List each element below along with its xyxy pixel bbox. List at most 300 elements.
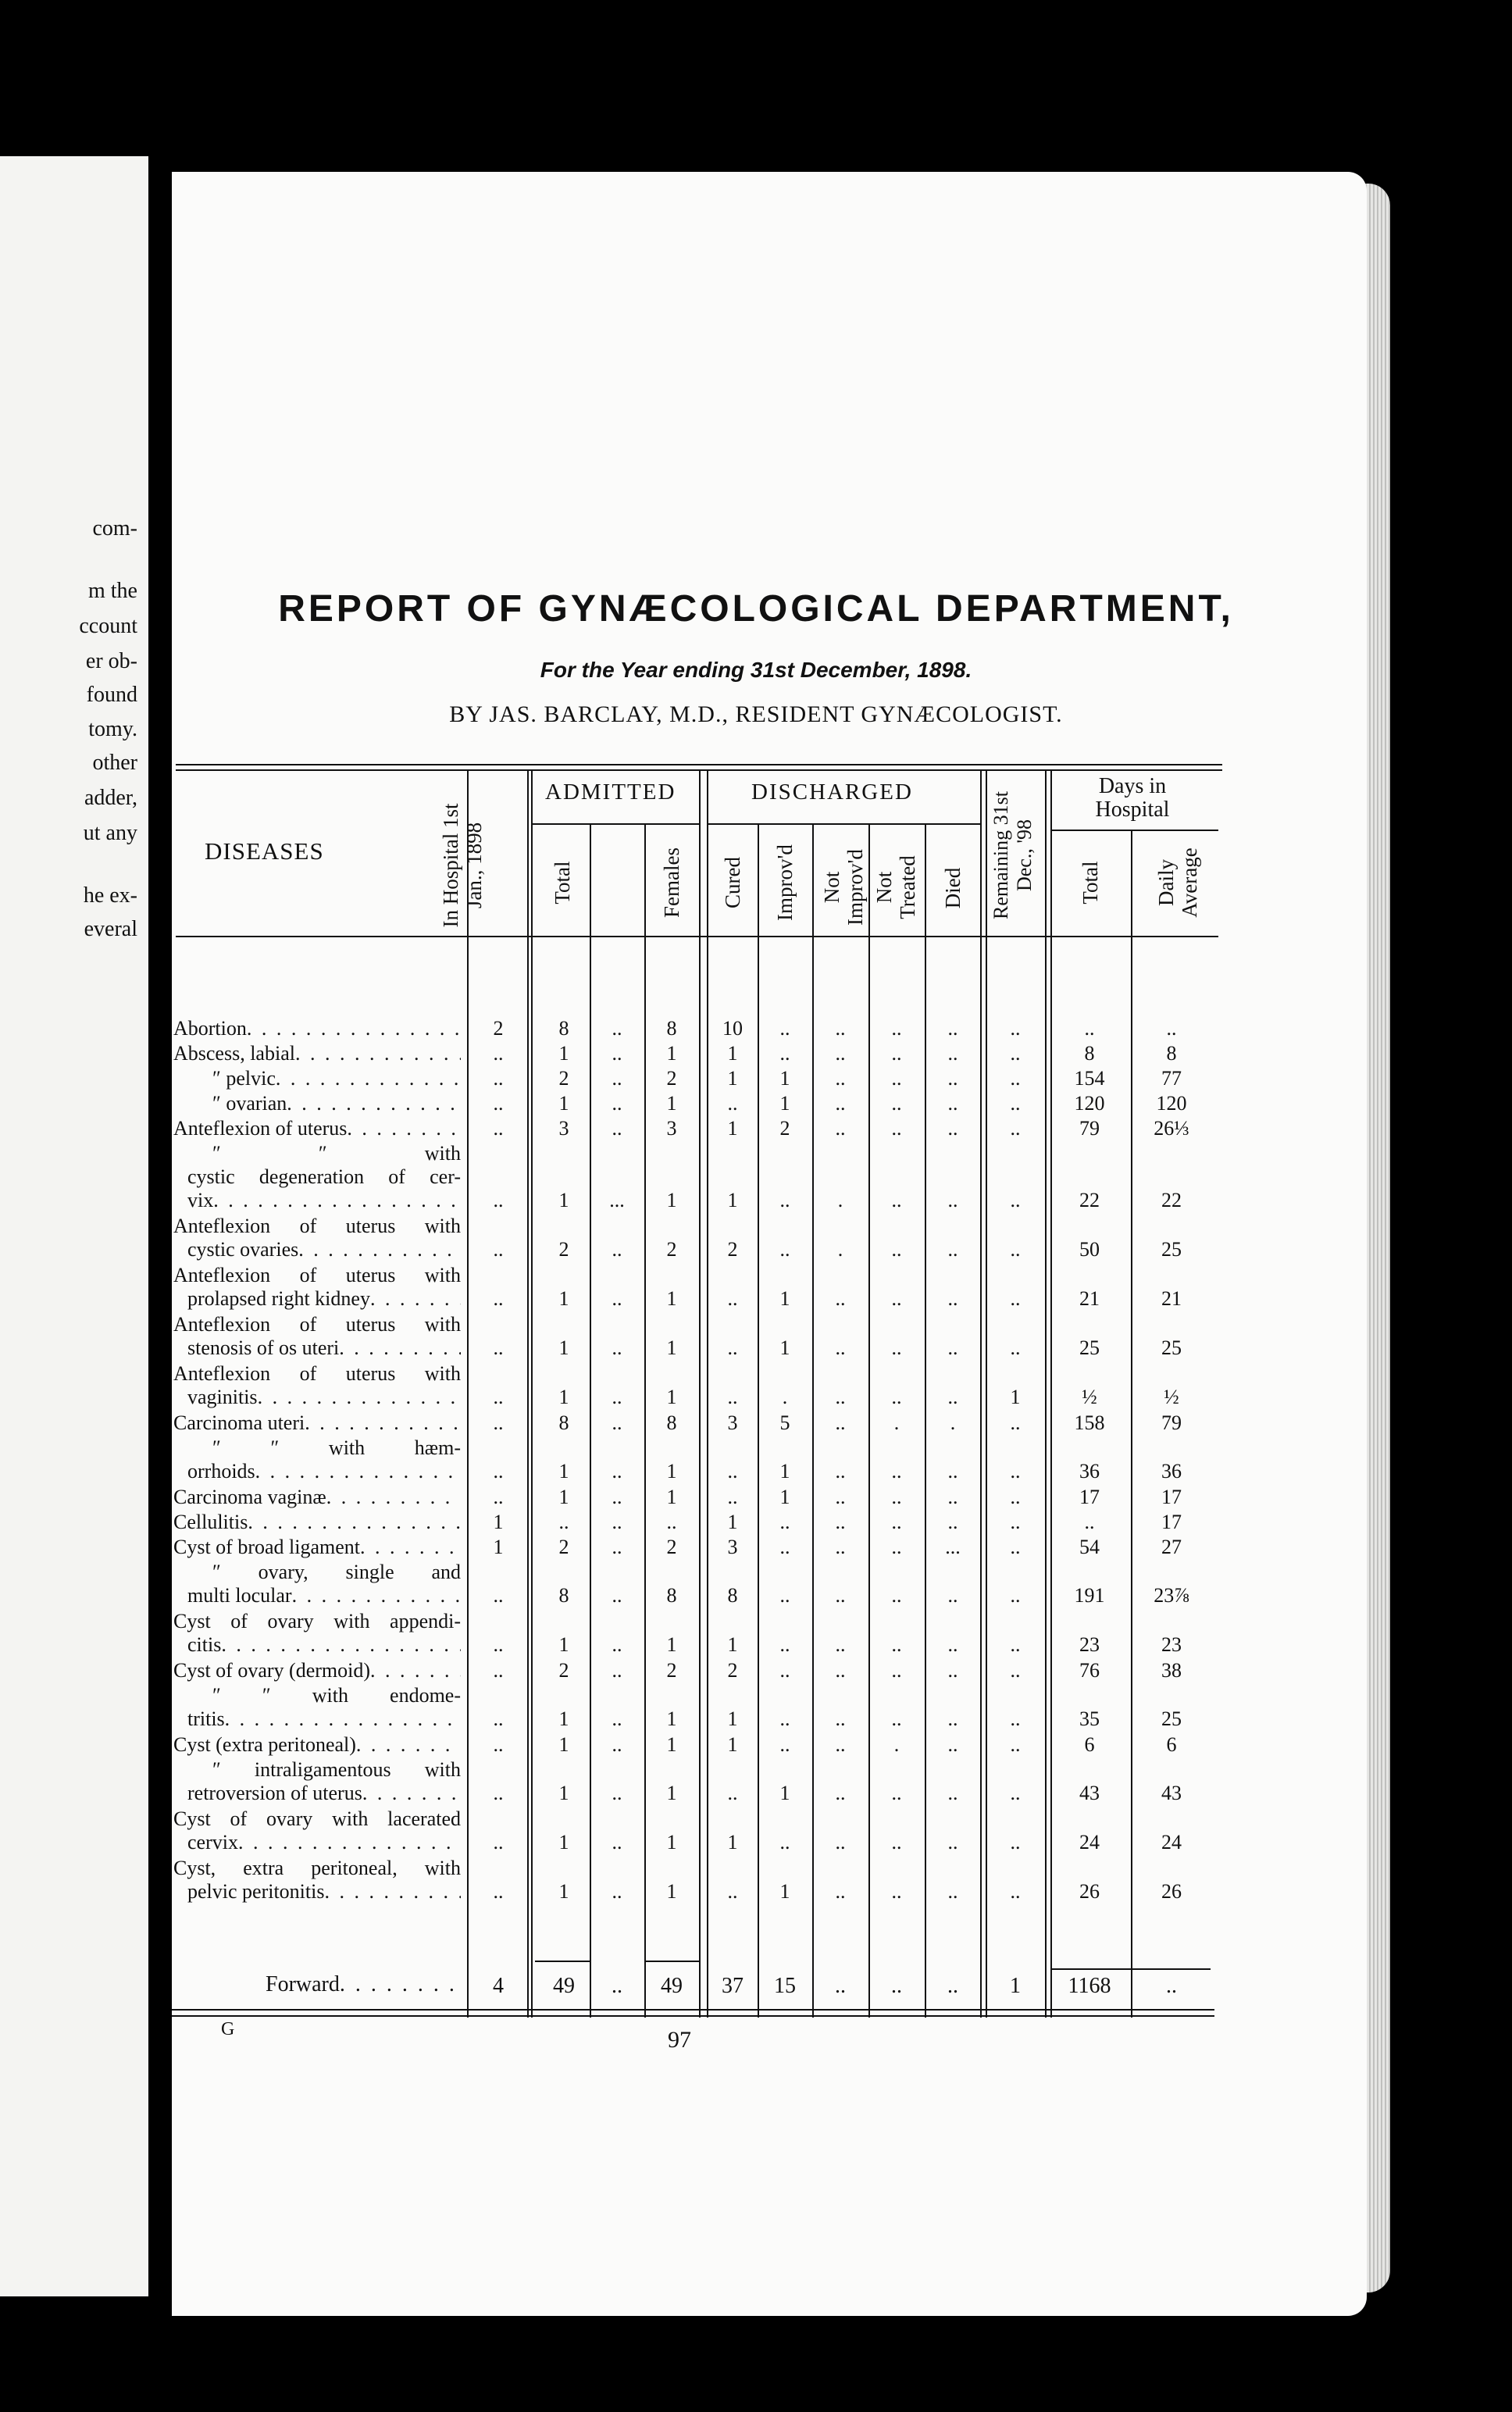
cell-days-total: 6 bbox=[1084, 1733, 1095, 1756]
cell-remaining: .. bbox=[1010, 1287, 1021, 1310]
cell-improved: .. bbox=[779, 1238, 790, 1261]
cell-in-hosp: .. bbox=[493, 1042, 504, 1065]
cell-died: .. bbox=[947, 1238, 958, 1261]
cell-not-improved: .. bbox=[835, 1707, 846, 1730]
cell-died: .. bbox=[947, 1117, 958, 1140]
row-label: Cyst of ovary with appendi- citis . . . bbox=[173, 1610, 461, 1657]
cell-cured: 1 bbox=[727, 1067, 738, 1090]
cell-females: 8 bbox=[666, 1411, 677, 1434]
cell-days-total: 17 bbox=[1079, 1486, 1100, 1508]
not-treated-header: Not Treated bbox=[872, 855, 919, 919]
row-label: ″ ″ with cystic degeneration of cer- vix . . . bbox=[173, 1142, 461, 1212]
cell-died: .. bbox=[947, 1386, 958, 1408]
forward-total: 49 bbox=[553, 1974, 575, 1998]
cell-total: 1 bbox=[558, 1042, 569, 1065]
cell-remaining: .. bbox=[1010, 1460, 1021, 1483]
cell-blank: .. bbox=[612, 1017, 622, 1040]
report-title: REPORT OF GYNÆCOLOGICAL DEPARTMENT, bbox=[278, 588, 1234, 630]
cell-remaining: .. bbox=[1010, 1017, 1021, 1040]
col-rule bbox=[531, 769, 533, 2018]
cell-remaining: .. bbox=[1010, 1238, 1021, 1261]
cell-not-improved: .. bbox=[835, 1486, 846, 1508]
forward-blank: .. bbox=[612, 1974, 622, 1998]
cell-not-treated: .. bbox=[891, 1633, 902, 1656]
report-subtitle: For the Year ending 31st December, 1898. bbox=[540, 658, 972, 682]
cell-total: 8 bbox=[558, 1017, 569, 1040]
cell-daily-avg: 77 bbox=[1161, 1067, 1182, 1090]
row-label: Anteflexion of uterus . . . bbox=[173, 1117, 461, 1140]
cell-in-hosp: .. bbox=[493, 1411, 504, 1434]
cell-cured: 8 bbox=[727, 1584, 738, 1607]
row-label: Anteflexion of uterus with vaginitis . . . bbox=[173, 1362, 461, 1409]
col-rule bbox=[467, 769, 469, 2018]
cell-total: 1 bbox=[558, 1336, 569, 1359]
in-hospital-header: In Hospital 1st Jan., 1898 bbox=[439, 803, 486, 928]
row-label: Cyst of ovary (dermoid) . . . bbox=[173, 1659, 461, 1682]
cell-daily-avg: 26⅓ bbox=[1154, 1117, 1189, 1140]
cell-died: ... bbox=[945, 1536, 961, 1558]
forward-improved: 15 bbox=[774, 1974, 796, 1998]
cell-remaining: .. bbox=[1010, 1067, 1021, 1090]
page-number: 97 bbox=[668, 2027, 691, 2053]
cell-females: 2 bbox=[666, 1067, 677, 1090]
cell-total: 1 bbox=[558, 1189, 569, 1211]
cell-daily-avg: 26 bbox=[1161, 1880, 1182, 1903]
col-rule bbox=[699, 769, 701, 2018]
cell-remaining: .. bbox=[1010, 1733, 1021, 1756]
cell-females: 2 bbox=[666, 1238, 677, 1261]
cell-died: . bbox=[950, 1411, 956, 1434]
cell-days-total: 79 bbox=[1079, 1117, 1100, 1140]
cell-females: 3 bbox=[666, 1117, 677, 1140]
cell-cured: 2 bbox=[727, 1659, 738, 1682]
cell-total: 2 bbox=[558, 1659, 569, 1682]
cell-died: .. bbox=[947, 1633, 958, 1656]
cell-not-treated: .. bbox=[891, 1386, 902, 1408]
cell-blank: .. bbox=[612, 1411, 622, 1434]
cell-females: 1 bbox=[666, 1386, 677, 1408]
cell-not-improved: .. bbox=[835, 1880, 846, 1903]
cell-not-improved: .. bbox=[835, 1386, 846, 1408]
cell-total: 1 bbox=[558, 1287, 569, 1310]
cell-improved: 1 bbox=[779, 1067, 790, 1090]
cell-improved: .. bbox=[779, 1536, 790, 1558]
row-label: ″ ″ with hæm- orrhoids . . . bbox=[173, 1436, 461, 1483]
col-rule bbox=[1050, 769, 1052, 2018]
cell-not-improved: .. bbox=[835, 1042, 846, 1065]
forward-not-improved: .. bbox=[835, 1974, 846, 1998]
row-label: Anteflexion of uterus with cystic ovaries . . . bbox=[173, 1215, 461, 1261]
cell-improved: .. bbox=[779, 1042, 790, 1065]
row-label: Carcinoma vaginæ . . . bbox=[173, 1486, 461, 1509]
cell-females: 8 bbox=[666, 1584, 677, 1607]
cell-not-treated: .. bbox=[891, 1536, 902, 1558]
cell-not-treated: .. bbox=[891, 1067, 902, 1090]
cell-total: 1 bbox=[558, 1460, 569, 1483]
col-rule bbox=[986, 769, 987, 2018]
cell-improved: .. bbox=[779, 1659, 790, 1682]
cell-cured: 1 bbox=[727, 1733, 738, 1756]
cell-females: 2 bbox=[666, 1659, 677, 1682]
cell-not-treated: . bbox=[893, 1411, 900, 1434]
cell-days-total: 43 bbox=[1079, 1782, 1100, 1804]
cell-blank: .. bbox=[612, 1238, 622, 1261]
cell-total: 1 bbox=[558, 1092, 569, 1115]
cell-females: 1 bbox=[666, 1092, 677, 1115]
cell-not-treated: .. bbox=[891, 1511, 902, 1533]
cell-remaining: .. bbox=[1010, 1117, 1021, 1140]
cell-not-improved: .. bbox=[835, 1460, 846, 1483]
left-page-line: tomy. bbox=[88, 717, 137, 741]
cell-cured: 3 bbox=[727, 1536, 738, 1558]
cell-total: 8 bbox=[558, 1584, 569, 1607]
cell-blank: .. bbox=[612, 1336, 622, 1359]
cell-not-treated: .. bbox=[891, 1336, 902, 1359]
cell-blank: .. bbox=[612, 1633, 622, 1656]
cell-improved: .. bbox=[779, 1633, 790, 1656]
cell-not-improved: .. bbox=[835, 1017, 846, 1040]
left-page-line: er ob- bbox=[85, 649, 137, 673]
cell-not-improved: .. bbox=[835, 1117, 846, 1140]
book-spine bbox=[148, 148, 172, 2304]
cell-not-treated: .. bbox=[891, 1782, 902, 1804]
forward-label: Forward . . . bbox=[266, 1972, 461, 1997]
row-label: Cyst of broad ligament . . . bbox=[173, 1536, 461, 1559]
cell-in-hosp: .. bbox=[493, 1386, 504, 1408]
left-page bbox=[0, 156, 148, 2296]
cell-daily-avg: 25 bbox=[1161, 1707, 1182, 1730]
cell-remaining: .. bbox=[1010, 1336, 1021, 1359]
cell-remaining: .. bbox=[1010, 1486, 1021, 1508]
cell-total: 3 bbox=[558, 1117, 569, 1140]
cell-total: 1 bbox=[558, 1633, 569, 1656]
females-header: Females bbox=[660, 847, 683, 918]
cell-not-treated: .. bbox=[891, 1486, 902, 1508]
cell-not-treated: .. bbox=[891, 1287, 902, 1310]
cell-daily-avg: 79 bbox=[1161, 1411, 1182, 1434]
cell-not-improved: .. bbox=[835, 1782, 846, 1804]
cell-not-treated: .. bbox=[891, 1117, 902, 1140]
cell-improved: 1 bbox=[779, 1880, 790, 1903]
cell-not-improved: .. bbox=[835, 1831, 846, 1854]
cell-total: 2 bbox=[558, 1536, 569, 1558]
not-improved-header: Not Improv'd bbox=[820, 849, 867, 926]
cell-females: 1 bbox=[666, 1880, 677, 1903]
cell-died: .. bbox=[947, 1017, 958, 1040]
cell-days-total: 36 bbox=[1079, 1460, 1100, 1483]
left-page-line: other bbox=[92, 751, 137, 775]
forward-cured: 37 bbox=[722, 1974, 744, 1998]
cell-improved: .. bbox=[779, 1511, 790, 1533]
cell-days-total: 23 bbox=[1079, 1633, 1100, 1656]
days-underline bbox=[1050, 830, 1218, 831]
cell-days-total: 22 bbox=[1079, 1189, 1100, 1211]
cell-females: 1 bbox=[666, 1460, 677, 1483]
cell-cured: 1 bbox=[727, 1042, 738, 1065]
cell-days-total: ½ bbox=[1082, 1386, 1097, 1408]
cell-not-improved: .. bbox=[835, 1511, 846, 1533]
cell-daily-avg: ½ bbox=[1164, 1386, 1179, 1408]
cell-not-treated: . bbox=[893, 1733, 900, 1756]
cell-improved: 5 bbox=[779, 1411, 790, 1434]
cell-cured: 2 bbox=[727, 1238, 738, 1261]
cell-not-improved: .. bbox=[835, 1067, 846, 1090]
cell-days-total: 21 bbox=[1079, 1287, 1100, 1310]
cell-not-treated: .. bbox=[891, 1092, 902, 1115]
row-label: ″ ovary, single and multi locular . . . bbox=[173, 1561, 461, 1607]
cell-total: 2 bbox=[558, 1067, 569, 1090]
cell-not-improved: .. bbox=[835, 1659, 846, 1682]
cell-not-treated: .. bbox=[891, 1659, 902, 1682]
cell-remaining: .. bbox=[1010, 1584, 1021, 1607]
cell-improved: 1 bbox=[779, 1092, 790, 1115]
row-label: Abscess, labial . . . bbox=[173, 1042, 461, 1065]
cell-not-treated: .. bbox=[891, 1584, 902, 1607]
cell-daily-avg: 25 bbox=[1161, 1238, 1182, 1261]
cell-blank: .. bbox=[612, 1584, 622, 1607]
signature-mark: G bbox=[221, 2019, 235, 2039]
cell-days-total: 154 bbox=[1074, 1067, 1105, 1090]
left-page-line: m the bbox=[88, 579, 137, 603]
cell-total: 1 bbox=[558, 1831, 569, 1854]
row-label: ″ ″ with endome- tritis . . . bbox=[173, 1684, 461, 1731]
cell-females: 2 bbox=[666, 1536, 677, 1558]
cell-females: 1 bbox=[666, 1486, 677, 1508]
days-in-hospital-header: Days in Hospital bbox=[1095, 774, 1170, 822]
cell-blank: .. bbox=[612, 1880, 622, 1903]
cell-blank: .. bbox=[612, 1042, 622, 1065]
daily-average-header: Daily Average bbox=[1154, 847, 1201, 918]
col-rule bbox=[527, 769, 529, 2018]
cell-females: 1 bbox=[666, 1336, 677, 1359]
forward-days-total: 1168 bbox=[1068, 1974, 1111, 1998]
cell-daily-avg: 25 bbox=[1161, 1336, 1182, 1359]
cell-blank: .. bbox=[612, 1733, 622, 1756]
cell-days-total: 24 bbox=[1079, 1831, 1100, 1854]
cell-died: .. bbox=[947, 1460, 958, 1483]
admitted-total-header: Total bbox=[551, 861, 574, 904]
cell-females: 1 bbox=[666, 1707, 677, 1730]
cell-died: .. bbox=[947, 1042, 958, 1065]
cell-daily-avg: 17 bbox=[1161, 1486, 1182, 1508]
cell-days-total: 158 bbox=[1074, 1411, 1105, 1434]
cell-blank: .. bbox=[612, 1117, 622, 1140]
cell-cured: .. bbox=[727, 1386, 738, 1408]
forward-females: 49 bbox=[661, 1974, 683, 1998]
cell-not-improved: . bbox=[837, 1238, 843, 1261]
cell-not-improved: .. bbox=[835, 1092, 846, 1115]
cell-not-treated: .. bbox=[891, 1831, 902, 1854]
days-total-header: Total bbox=[1079, 861, 1102, 904]
cell-not-improved: .. bbox=[835, 1633, 846, 1656]
row-label: Cellulitis . . . bbox=[173, 1511, 461, 1534]
cell-cured: .. bbox=[727, 1336, 738, 1359]
cell-in-hosp: .. bbox=[493, 1189, 504, 1211]
cell-remaining: .. bbox=[1010, 1633, 1021, 1656]
cell-blank: .. bbox=[612, 1782, 622, 1804]
cell-remaining: .. bbox=[1010, 1411, 1021, 1434]
left-page-line: he ex- bbox=[83, 883, 137, 908]
row-label: Abortion . . . bbox=[173, 1017, 461, 1040]
cell-blank: .. bbox=[612, 1287, 622, 1310]
header-top-rule bbox=[176, 764, 1222, 765]
cell-died: .. bbox=[947, 1287, 958, 1310]
cell-died: .. bbox=[947, 1189, 958, 1211]
cell-days-total: 191 bbox=[1074, 1584, 1105, 1607]
row-label: ″ intraligamentous with retroversion of uterus . . . bbox=[173, 1758, 461, 1805]
cell-total: 1 bbox=[558, 1782, 569, 1804]
cell-cured: .. bbox=[727, 1287, 738, 1310]
left-page-line: ut any bbox=[83, 821, 137, 845]
cell-in-hosp: .. bbox=[493, 1238, 504, 1261]
cell-in-hosp: 1 bbox=[493, 1536, 504, 1558]
cell-not-treated: .. bbox=[891, 1189, 902, 1211]
cell-died: .. bbox=[947, 1707, 958, 1730]
left-page-line: everal bbox=[84, 917, 137, 941]
cell-not-treated: .. bbox=[891, 1880, 902, 1903]
cell-females: 1 bbox=[666, 1831, 677, 1854]
cell-remaining: .. bbox=[1010, 1880, 1021, 1903]
forward-top-rule bbox=[1050, 1968, 1211, 1970]
cell-in-hosp: .. bbox=[493, 1336, 504, 1359]
cell-daily-avg: 17 bbox=[1161, 1511, 1182, 1533]
cell-blank: .. bbox=[612, 1707, 622, 1730]
cell-daily-avg: 23 bbox=[1161, 1633, 1182, 1656]
cell-in-hosp: .. bbox=[493, 1831, 504, 1854]
cell-cured: .. bbox=[727, 1782, 738, 1804]
cell-died: .. bbox=[947, 1336, 958, 1359]
cell-died: .. bbox=[947, 1782, 958, 1804]
cell-remaining: .. bbox=[1010, 1782, 1021, 1804]
cell-died: .. bbox=[947, 1880, 958, 1903]
remaining-header: Remaining 31st Dec., '98 bbox=[990, 791, 1036, 919]
cell-blank: .. bbox=[612, 1831, 622, 1854]
cell-died: .. bbox=[947, 1584, 958, 1607]
cell-total: 1 bbox=[558, 1386, 569, 1408]
cell-not-treated: .. bbox=[891, 1017, 902, 1040]
cell-blank: .. bbox=[612, 1659, 622, 1682]
cell-total: 1 bbox=[558, 1733, 569, 1756]
cell-blank: .. bbox=[612, 1536, 622, 1558]
row-label: Cyst of ovary with lacerated cervix . . . bbox=[173, 1807, 461, 1854]
forward-top-rule bbox=[644, 1961, 699, 1962]
cell-cured: 1 bbox=[727, 1831, 738, 1854]
cell-daily-avg: 120 bbox=[1156, 1092, 1187, 1115]
cell-improved: 1 bbox=[779, 1287, 790, 1310]
row-label: ″ ovarian . . . bbox=[173, 1092, 461, 1115]
cell-females: 1 bbox=[666, 1633, 677, 1656]
cell-days-total: .. bbox=[1084, 1017, 1095, 1040]
cell-cured: 3 bbox=[727, 1411, 738, 1434]
cell-daily-avg: 21 bbox=[1161, 1287, 1182, 1310]
col-rule bbox=[1045, 769, 1047, 2018]
cell-not-treated: .. bbox=[891, 1238, 902, 1261]
col-rule bbox=[1131, 830, 1132, 2018]
cell-days-total: 35 bbox=[1079, 1707, 1100, 1730]
cell-cured: 1 bbox=[727, 1117, 738, 1140]
header-bottom-rule bbox=[176, 936, 1218, 937]
cell-remaining: .. bbox=[1010, 1092, 1021, 1115]
cell-females: 1 bbox=[666, 1189, 677, 1211]
cell-daily-avg: 23⅞ bbox=[1154, 1584, 1189, 1607]
cell-improved: .. bbox=[779, 1707, 790, 1730]
died-header: Died bbox=[941, 867, 965, 909]
cell-days-total: 76 bbox=[1079, 1659, 1100, 1682]
discharged-underline bbox=[707, 823, 980, 825]
cell-improved: 1 bbox=[779, 1486, 790, 1508]
cell-total: 8 bbox=[558, 1411, 569, 1434]
cell-total: .. bbox=[558, 1511, 569, 1533]
cell-females: 1 bbox=[666, 1782, 677, 1804]
cell-improved: . bbox=[782, 1386, 788, 1408]
cell-cured: 1 bbox=[727, 1633, 738, 1656]
cell-not-treated: .. bbox=[891, 1042, 902, 1065]
row-label: ″ pelvic . . . bbox=[173, 1067, 461, 1090]
cell-cured: 1 bbox=[727, 1707, 738, 1730]
cell-improved: .. bbox=[779, 1189, 790, 1211]
cell-daily-avg: 6 bbox=[1166, 1733, 1177, 1756]
cell-days-total: 25 bbox=[1079, 1336, 1100, 1359]
left-page-line: adder, bbox=[84, 786, 137, 810]
cell-daily-avg: .. bbox=[1166, 1017, 1177, 1040]
cell-daily-avg: 43 bbox=[1161, 1782, 1182, 1804]
cell-females: 8 bbox=[666, 1017, 677, 1040]
cured-header: Cured bbox=[721, 857, 744, 908]
cell-remaining: .. bbox=[1010, 1831, 1021, 1854]
row-label: Anteflexion of uterus with prolapsed right kidney . . . bbox=[173, 1264, 461, 1311]
forward-daily-avg: .. bbox=[1166, 1974, 1177, 1998]
diseases-header: DISEASES bbox=[205, 837, 324, 865]
cell-died: .. bbox=[947, 1092, 958, 1115]
cell-died: .. bbox=[947, 1067, 958, 1090]
forward-died: .. bbox=[947, 1974, 958, 1998]
cell-in-hosp: .. bbox=[493, 1486, 504, 1508]
cell-females: 1 bbox=[666, 1287, 677, 1310]
cell-blank: .. bbox=[612, 1511, 622, 1533]
cell-daily-avg: 22 bbox=[1161, 1189, 1182, 1211]
cell-total: 1 bbox=[558, 1880, 569, 1903]
cell-daily-avg: 27 bbox=[1161, 1536, 1182, 1558]
cell-in-hosp: .. bbox=[493, 1707, 504, 1730]
cell-cured: 1 bbox=[727, 1189, 738, 1211]
cell-improved: .. bbox=[779, 1017, 790, 1040]
cell-in-hosp: .. bbox=[493, 1287, 504, 1310]
cell-not-improved: .. bbox=[835, 1536, 846, 1558]
cell-remaining: .. bbox=[1010, 1536, 1021, 1558]
cell-females: .. bbox=[666, 1511, 677, 1533]
cell-in-hosp: .. bbox=[493, 1880, 504, 1903]
cell-blank: .. bbox=[612, 1386, 622, 1408]
row-label: Anteflexion of uterus with stenosis of os uteri . . . bbox=[173, 1313, 461, 1360]
cell-cured: .. bbox=[727, 1486, 738, 1508]
admitted-underline bbox=[531, 823, 699, 825]
cell-days-total: 8 bbox=[1084, 1042, 1095, 1065]
cell-blank: ... bbox=[609, 1189, 625, 1211]
cell-died: .. bbox=[947, 1486, 958, 1508]
cell-in-hosp: .. bbox=[493, 1117, 504, 1140]
table-bottom-rule bbox=[172, 2009, 1214, 2011]
left-page-line: found bbox=[86, 683, 137, 707]
cell-not-treated: .. bbox=[891, 1707, 902, 1730]
cell-improved: .. bbox=[779, 1831, 790, 1854]
cell-total: 1 bbox=[558, 1707, 569, 1730]
cell-not-improved: .. bbox=[835, 1733, 846, 1756]
cell-remaining: 1 bbox=[1010, 1386, 1021, 1408]
admitted-header: ADMITTED bbox=[545, 780, 676, 805]
left-page-line: ccount bbox=[79, 614, 137, 638]
cell-not-improved: . bbox=[837, 1189, 843, 1211]
cell-daily-avg: 36 bbox=[1161, 1460, 1182, 1483]
